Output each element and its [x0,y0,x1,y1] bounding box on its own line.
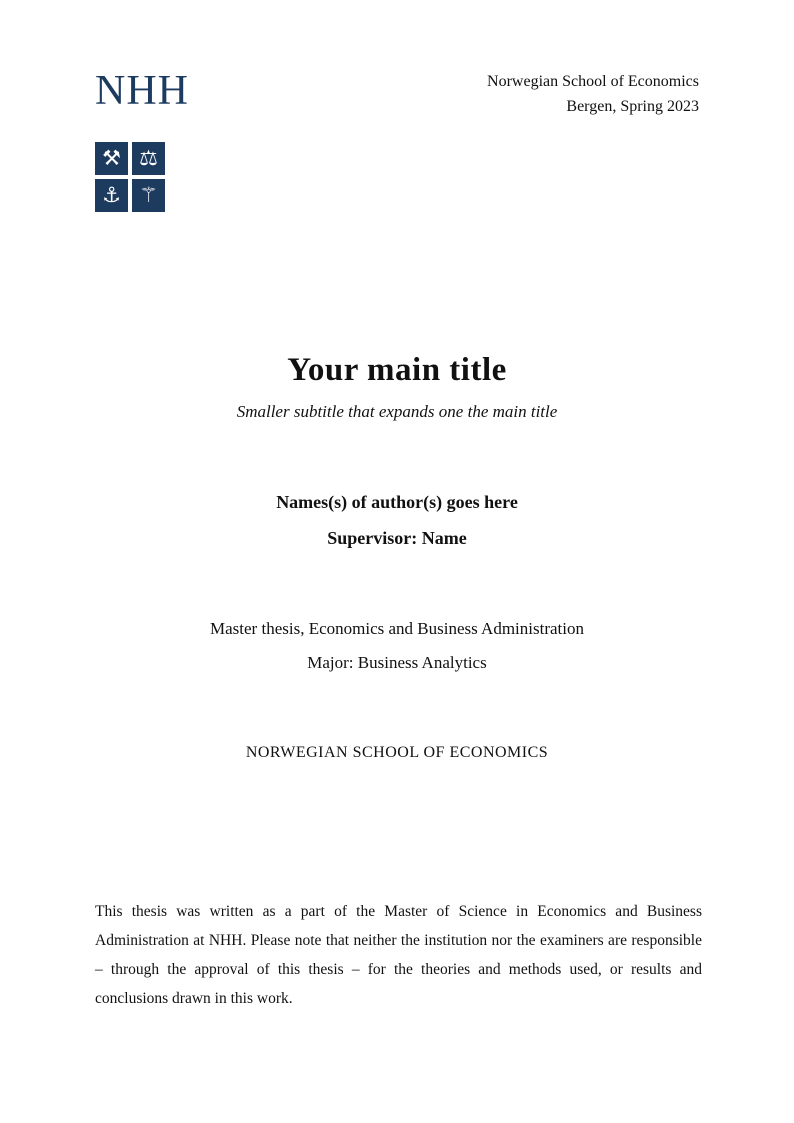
main-title: Your main title [287,352,507,388]
anchor-icon: ⚓ [95,179,128,212]
page-header [95,70,699,212]
disclaimer-paragraph: This thesis was written as a part of the Master of Science in Economics and Business Administration at NHH. Please note that neither the institution nor the examiners are responsible – through the approval of this thesis – for the theories and methods used, or results and conclusions drawn in this work. [95,903,702,1007]
school-name-line: NORWEGIAN SCHOOL OF ECONOMICS [245,744,549,761]
authors-line: Names(s) of author(s) goes here [276,492,518,512]
scales-icon: ⚖ [132,142,165,175]
crossed-hammers-icon: ⚒ [95,142,128,175]
major-line: Major: Business Analytics [307,653,487,672]
subtitle: Smaller subtitle that expands one the main title [236,402,558,421]
institution-location-term: Bergen, Spring 2023 [566,97,699,115]
nhh-emblem [95,142,189,212]
nhh-logo-text: NHH [95,68,189,114]
institution-name: Norwegian School of Economics [487,73,699,90]
institution-header [487,70,699,120]
nhh-logo-block [95,70,189,212]
thesis-program-line: Master thesis, Economics and Business Administration [210,619,584,638]
caduceus-icon: ⚚ [132,179,165,212]
supervisor-line: Supervisor: Name [327,528,467,548]
